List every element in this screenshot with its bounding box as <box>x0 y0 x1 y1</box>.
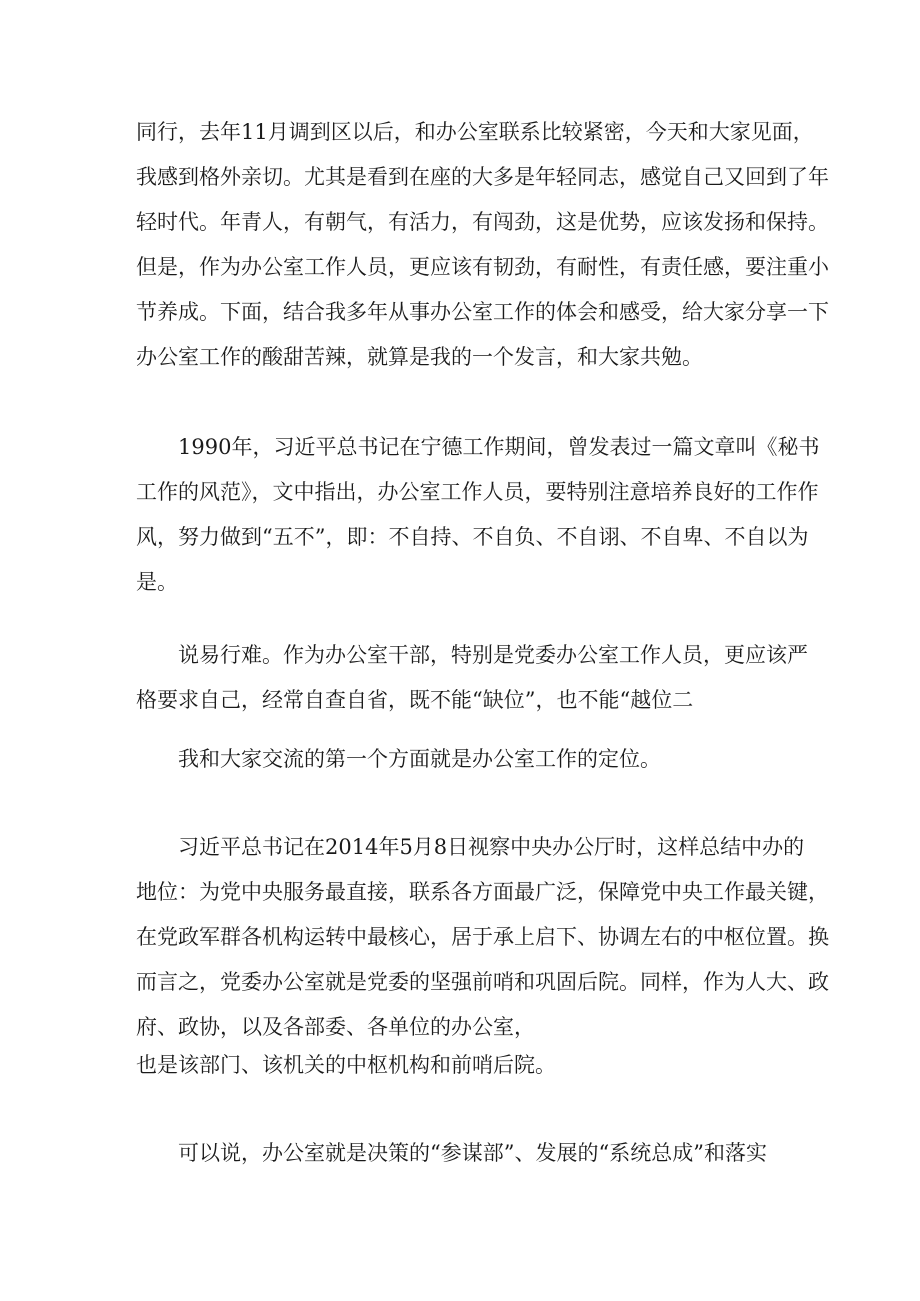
text-line: 风，努力做到“五不”，即：不自持、不自负、不自诩、不自卑、不自以为 <box>136 525 809 549</box>
paragraph-6 <box>136 1043 796 1088</box>
text-line: 是。 <box>136 570 178 594</box>
text-line: 而言之，党委办公室就是党委的坚强前哨和巩固后院。同样，作为人大、政 <box>136 970 829 994</box>
text-line: 但是，作为办公室工作人员，更应该有韧劲，有耐性，有责任感，要注重小 <box>136 255 829 279</box>
text-line: 1990年，习近平总书记在宁德工作期间，曾发表过一篇文章叫《秘书 <box>178 435 820 459</box>
text-line: 节养成。下面，结合我多年从事办公室工作的体会和感受，给大家分享一下 <box>136 300 829 324</box>
text-line: 说易行难。作为办公室干部，特别是党委办公室工作人员，更应该严 <box>178 643 808 667</box>
text-line: 办公室工作的酸甜苦辣，就算是我的一个发言，和大家共勉。 <box>136 345 703 369</box>
text-line: 地位：为党中央服务最直接，联系各方面最广泛，保障党中央工作最关键， <box>136 880 829 904</box>
text-line: 也是该部门、该机关的中枢机构和前哨后院。 <box>136 1053 556 1077</box>
text-line: 我感到格外亲切。尤其是看到在座的大多是年轻同志，感觉自己又回到了年 <box>136 165 829 189</box>
paragraph-7 <box>136 1131 796 1176</box>
text-line: 府、政协，以及各部委、各单位的办公室， <box>136 1015 535 1039</box>
paragraph-3 <box>136 633 808 723</box>
text-line: 在党政军群各机构运转中最核心，居于承上启下、协调左右的中枢位置。换 <box>136 925 829 949</box>
text-line: 我和大家交流的第一个方面就是办公室工作的定位。 <box>178 747 661 771</box>
paragraph-5 <box>136 825 829 1050</box>
paragraph-1 <box>136 110 829 380</box>
text-line: 同行，去年11月调到区以后，和办公室联系比较紧密，今天和大家见面， <box>136 120 814 144</box>
text-line: 轻时代。年青人，有朝气，有活力，有闯劲，这是优势，应该发扬和保持。 <box>136 210 829 234</box>
text-line: 可以说，办公室就是决策的“参谋部”、发展的“系统总成”和落实 <box>178 1141 767 1165</box>
paragraph-2 <box>136 425 820 605</box>
text-line: 格要求自己，经常自查自省，既不能“缺位”，也不能“越位二 <box>136 688 694 712</box>
paragraph-4 <box>136 737 796 782</box>
text-line: 习近平总书记在2014年5月8日视察中央办公厅时，这样总结中办的 <box>178 835 805 859</box>
text-line: 工作的风范》，文中指出，办公室工作人员，要特别注意培养良好的工作作 <box>136 480 819 504</box>
